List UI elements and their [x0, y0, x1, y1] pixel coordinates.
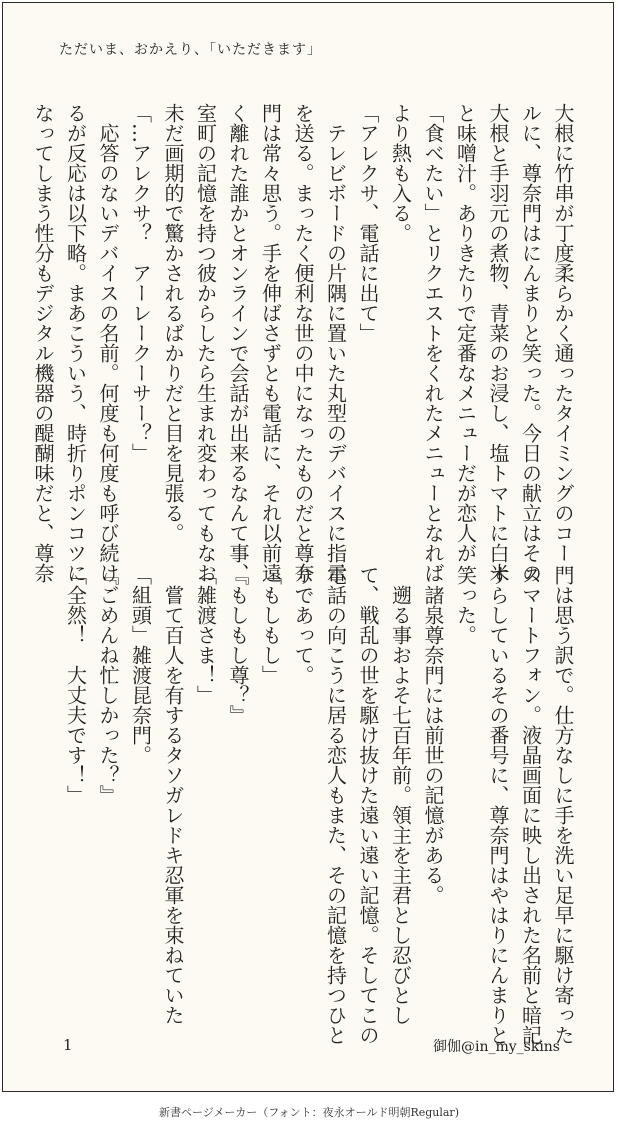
text-column: と味噌汁。ありきたりで定番なメニューだが恋人が: [453, 103, 478, 563]
author-handle: 御伽@in_my_skins: [432, 1039, 560, 1055]
text-column: 応答のないデバイスの名前。何度も何度も呼び続け: [96, 103, 120, 583]
text-column: ルに、尊奈門はにんまりと笑った。今日の献立はその: [518, 103, 543, 583]
page-number: 1: [63, 1036, 73, 1054]
text-column: 室町の記憶を持つ彼からしたら生まれ変わってもなお: [193, 103, 218, 583]
generator-caption: 新書ページメーカー（フォント：夜永オールド明朝Regular): [158, 1106, 459, 1119]
text-column: より熱も入る。: [388, 103, 413, 243]
text-column: すらしているその番号に、尊奈門はやはりにんまりと: [486, 565, 510, 1045]
text-column: なってしまう性分もデジタル機器の醍醐味だと、尊奈: [31, 103, 55, 583]
text-column: 大根と手羽元の煮物、青菜のお浸し、塩トマトに白米: [486, 103, 510, 583]
text-column: 「アレクサ、電話に出て」: [356, 103, 380, 343]
text-column: 「雑渡さま！」: [193, 565, 218, 705]
text-column: 「…アレクサ？ アーレークーサー？」: [128, 103, 153, 463]
text-column: 笑った。: [453, 565, 478, 645]
text-column: 未だ画期的で驚かされるばかりだと目を見張る。: [161, 103, 185, 543]
text-column: スマートフォン。液晶画面に映し出された名前と暗記: [518, 565, 543, 1045]
text-column: 門は思う訳で。仕方なしに手を洗い足早に駆け寄った: [551, 565, 575, 1045]
text-column: りであって。: [291, 565, 315, 685]
page-title: ただいま、おかえり、「いただきます」: [59, 42, 322, 58]
text-column: く離れた誰かとオンラインで会話が出来るなんて事、: [226, 103, 250, 583]
text-block-top: [31, 103, 579, 583]
text-column: テレビボードの片隅に置いた丸型のデバイスに指示: [323, 103, 348, 583]
text-column: 諸泉尊奈門には前世の記憶がある。: [421, 565, 445, 905]
text-column: るが反応は以下略。まあこういう、時折りポンコツに: [63, 103, 88, 583]
text-column: 『もしもし尊？』: [226, 565, 250, 725]
text-column: 門は常々思う。手を伸ばさずとも電話に、それ以前遠: [258, 103, 283, 583]
text-block-bottom: [59, 565, 579, 1045]
text-column: 『ごめんね忙しかった？』: [96, 565, 120, 805]
text-column: 電話の向こうに居る恋人もまた、その記憶を持つひと: [323, 565, 348, 1045]
text-column: 遡る事およそ七百年前。領主を主君とし忍びとし: [388, 565, 413, 1025]
novel-page: [2, 2, 614, 1092]
text-column: を送る。まったく便利な世の中になったものだと尊奈: [291, 103, 315, 583]
text-column: 嘗て百人を有するタソガレドキ忍軍を束ねていた: [161, 565, 185, 1025]
text-column: 「食べたい」とリクエストをくれたメニューとなれば: [421, 103, 445, 583]
text-column: 「組頭」雑渡昆奈門。: [128, 565, 153, 765]
text-column: て、戦乱の世を駆け抜けた遠い遠い記憶。そしてこの: [356, 565, 380, 1045]
text-column: 「全然！ 大丈夫です！」: [63, 565, 88, 805]
text-column: 「もしもし」: [258, 565, 283, 685]
text-column: 大根に竹串が丁度柔らかく通ったタイミングのコー: [551, 103, 575, 563]
